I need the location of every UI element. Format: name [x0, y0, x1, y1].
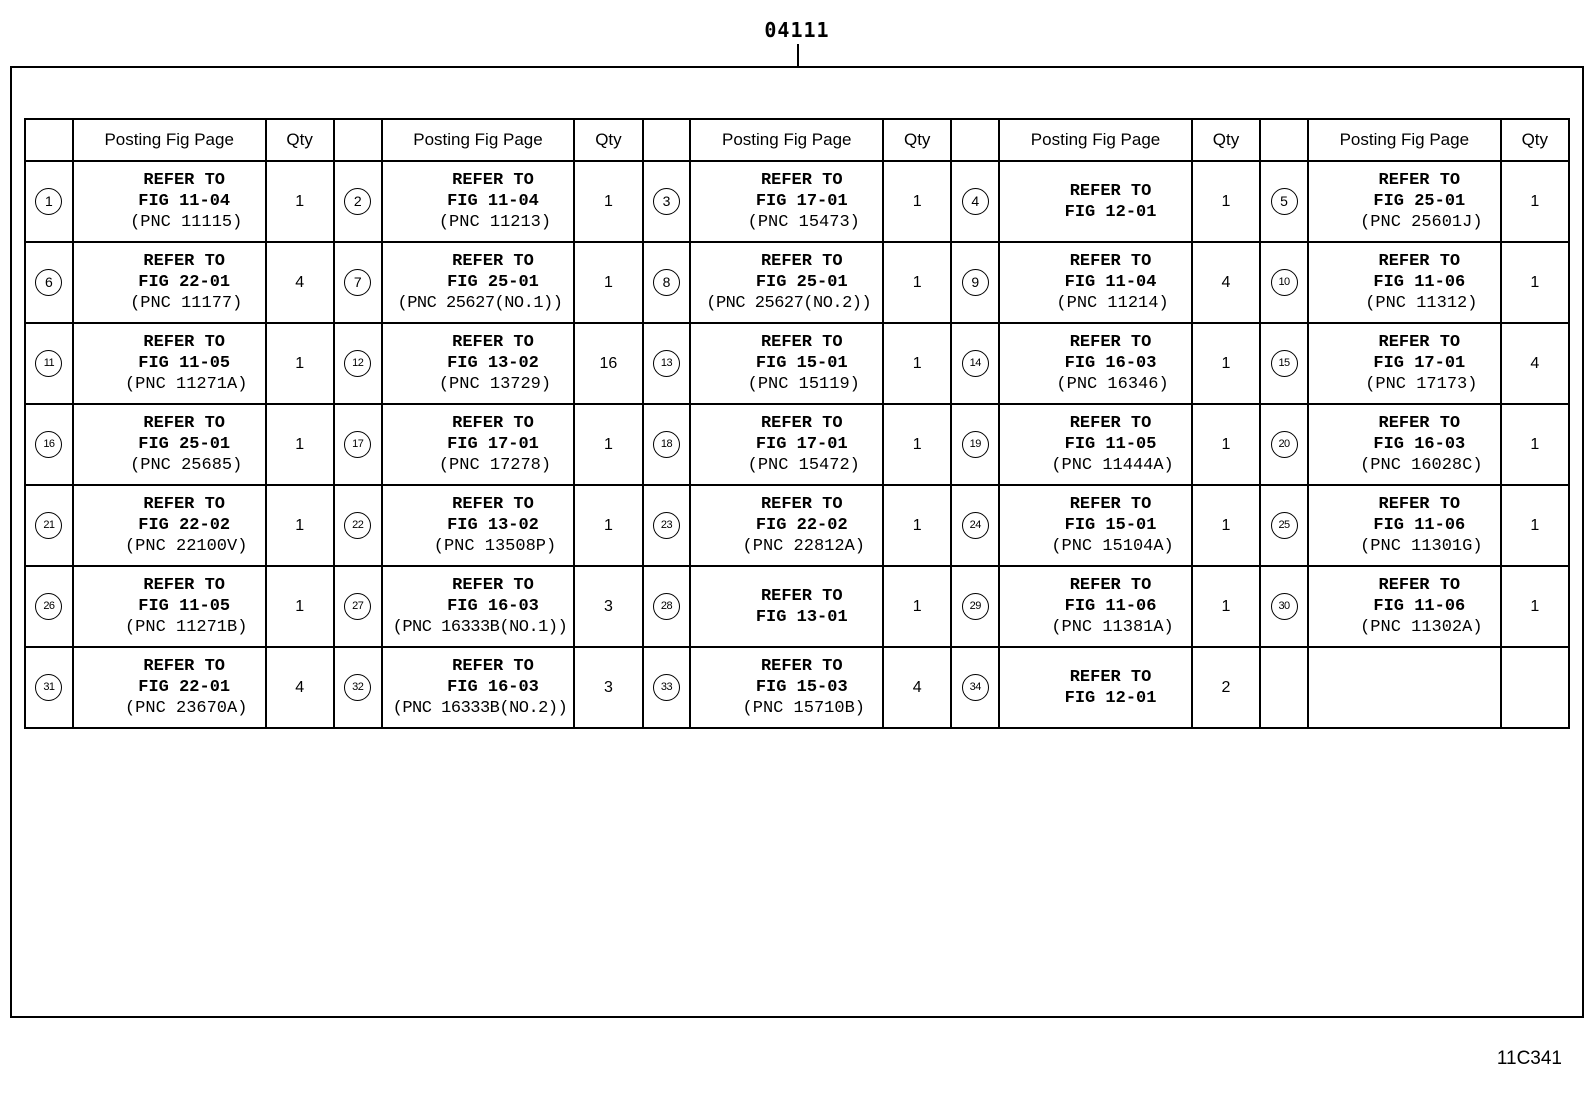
reference-cell	[690, 404, 883, 485]
circled-index-number: 28	[653, 593, 680, 620]
index-cell	[334, 566, 382, 647]
reference-cell	[999, 161, 1192, 242]
header-num-cell	[25, 119, 73, 161]
circled-index-number: 26	[35, 593, 62, 620]
header-row	[25, 119, 1569, 161]
index-cell	[334, 404, 382, 485]
qty-cell: 1	[1192, 566, 1260, 647]
refer-to-text: REFER TO	[452, 252, 534, 271]
qty-cell: 4	[883, 647, 951, 728]
reference-cell	[1308, 485, 1501, 566]
index-cell	[951, 323, 999, 404]
parts-table	[24, 118, 1570, 729]
index-cell	[951, 566, 999, 647]
qty-cell: 16	[574, 323, 642, 404]
qty-cell: 1	[883, 323, 951, 404]
circled-index-number: 13	[653, 350, 680, 377]
circled-index-number: 17	[344, 431, 371, 458]
fig-page-text: FIG 11-05	[138, 354, 231, 373]
pnc-text: (PNC 22100V)	[124, 537, 248, 556]
reference-cell	[382, 566, 575, 647]
circled-index-number: 3	[653, 188, 680, 215]
circled-index-number: 12	[344, 350, 371, 377]
pnc-text: (PNC 25685)	[130, 456, 243, 475]
reference-cell	[690, 161, 883, 242]
pnc-text: (PNC 15119)	[747, 375, 860, 394]
qty-cell: 1	[1501, 404, 1569, 485]
pnc-text: (PNC 11177)	[130, 294, 243, 313]
reference-cell	[690, 647, 883, 728]
fig-page-text: FIG 12-01	[1064, 202, 1157, 222]
refer-to-text: REFER TO	[143, 495, 225, 514]
circled-index-number: 18	[653, 431, 680, 458]
refer-to-text: REFER TO	[452, 495, 534, 514]
circled-index-number: 19	[962, 431, 989, 458]
qty-cell: 1	[574, 161, 642, 242]
index-cell	[1260, 404, 1308, 485]
qty-cell: 4	[266, 242, 334, 323]
fig-page-text: FIG 13-02	[447, 354, 539, 373]
header-fig-page: Posting Fig Page	[73, 119, 266, 161]
circled-index-number: 7	[344, 269, 371, 296]
refer-to-text: REFER TO	[760, 657, 843, 676]
fig-page-text: FIG 17-01	[755, 435, 848, 454]
pnc-text: (PNC 11213)	[438, 213, 552, 232]
fig-page-text: FIG 22-01	[138, 678, 231, 697]
reference-cell	[690, 242, 883, 323]
refer-to-text: REFER TO	[1378, 414, 1461, 433]
fig-page-text: FIG 17-01	[755, 192, 848, 211]
index-cell	[643, 404, 691, 485]
circled-index-number: 32	[344, 674, 371, 701]
qty-cell: 4	[1501, 323, 1569, 404]
fig-page-text: FIG 15-01	[755, 354, 848, 373]
circled-index-number: 29	[962, 593, 989, 620]
index-cell	[1260, 323, 1308, 404]
circled-index-number: 1	[35, 188, 62, 215]
qty-cell: 1	[266, 323, 334, 404]
refer-to-text: REFER TO	[1378, 576, 1461, 595]
qty-cell: 4	[1192, 242, 1260, 323]
reference-cell	[382, 647, 575, 728]
header-fig-page: Posting Fig Page	[999, 119, 1192, 161]
pnc-text: (PNC 25627(NO.1))	[397, 294, 563, 313]
circled-index-number: 24	[962, 512, 989, 539]
qty-cell: 3	[574, 647, 642, 728]
reference-cell	[999, 404, 1192, 485]
refer-to-text: REFER TO	[760, 495, 843, 514]
circled-index-number: 21	[35, 512, 62, 539]
reference-cell	[73, 566, 266, 647]
reference-cell	[73, 323, 266, 404]
index-cell	[25, 566, 73, 647]
circled-index-number: 22	[344, 512, 371, 539]
reference-cell	[73, 161, 266, 242]
refer-to-text: REFER TO	[143, 576, 225, 595]
qty-cell: 1	[574, 404, 642, 485]
pnc-text: (PNC 13729)	[438, 375, 552, 394]
refer-to-text: REFER TO	[760, 333, 843, 352]
fig-page-text: FIG 16-03	[447, 678, 539, 697]
index-cell	[334, 242, 382, 323]
fig-page-text: FIG 25-01	[1373, 192, 1466, 211]
refer-to-text: REFER TO	[452, 333, 534, 352]
reference-cell	[382, 242, 575, 323]
pnc-text: (PNC 11301G)	[1360, 537, 1483, 556]
fig-page-text: FIG 25-01	[755, 273, 848, 292]
reference-cell	[1308, 323, 1501, 404]
header-fig-page: Posting Fig Page	[690, 119, 883, 161]
fig-page-text: FIG 22-02	[755, 516, 848, 535]
fig-page-text: FIG 11-06	[1373, 516, 1466, 535]
leader-line	[797, 44, 799, 66]
reference-cell	[382, 323, 575, 404]
index-cell	[25, 647, 73, 728]
circled-index-number: 14	[962, 350, 989, 377]
pnc-text: (PNC 16333B(NO.2))	[392, 699, 568, 718]
qty-cell	[1501, 647, 1569, 728]
pnc-text: (PNC 15104A)	[1051, 537, 1174, 556]
refer-to-text: REFER TO	[452, 171, 534, 190]
fig-page-text: FIG 15-03	[755, 678, 848, 697]
reference-cell	[73, 404, 266, 485]
table-row	[25, 323, 1569, 404]
index-cell	[25, 242, 73, 323]
reference-cell	[382, 485, 575, 566]
fig-page-text: FIG 11-04	[447, 192, 539, 211]
reference-cell	[690, 323, 883, 404]
refer-to-text: REFER TO	[452, 657, 534, 676]
index-cell	[334, 485, 382, 566]
table-row	[25, 566, 1569, 647]
pnc-text: (PNC 13508P)	[433, 537, 557, 556]
refer-to-text: REFER TO	[1069, 576, 1152, 595]
circled-index-number: 30	[1271, 593, 1298, 620]
circled-index-number: 9	[962, 269, 989, 296]
fig-page-text: FIG 22-02	[138, 516, 231, 535]
circled-index-number: 2	[344, 188, 371, 215]
reference-cell	[382, 161, 575, 242]
qty-cell: 1	[1192, 323, 1260, 404]
index-cell	[951, 242, 999, 323]
fig-page-text: FIG 11-06	[1373, 273, 1466, 292]
pnc-text: (PNC 17173)	[1365, 375, 1478, 394]
fig-page-text: FIG 11-04	[1064, 273, 1157, 292]
qty-cell: 1	[574, 242, 642, 323]
table-row	[25, 485, 1569, 566]
header-fig-page: Posting Fig Page	[382, 119, 575, 161]
circled-index-number: 31	[35, 674, 62, 701]
index-cell	[643, 485, 691, 566]
index-cell	[25, 161, 73, 242]
index-cell	[643, 323, 691, 404]
header-qty: Qty	[574, 119, 642, 161]
index-cell	[951, 404, 999, 485]
index-cell	[334, 323, 382, 404]
part-number: 04111	[764, 18, 830, 42]
header-qty: Qty	[1501, 119, 1569, 161]
fig-page-text: FIG 13-02	[447, 516, 539, 535]
qty-cell: 1	[266, 161, 334, 242]
circled-index-number: 27	[344, 593, 371, 620]
pnc-text: (PNC 15472)	[747, 456, 860, 475]
pnc-text: (PNC 17278)	[438, 456, 552, 475]
index-cell	[1260, 647, 1308, 728]
index-cell	[334, 647, 382, 728]
figure-id: 11C341	[1496, 1048, 1562, 1069]
fig-page-text: FIG 11-05	[138, 597, 231, 616]
pnc-text: (PNC 15473)	[747, 213, 860, 232]
circled-index-number: 16	[35, 431, 62, 458]
fig-page-text: FIG 25-01	[447, 273, 539, 292]
refer-to-text: REFER TO	[1378, 333, 1461, 352]
fig-page-text: FIG 11-06	[1373, 597, 1466, 616]
refer-to-text: REFER TO	[1069, 252, 1152, 271]
table-body	[25, 161, 1569, 728]
refer-to-text: REFER TO	[143, 333, 225, 352]
pnc-text: (PNC 11444A)	[1051, 456, 1174, 475]
header-qty: Qty	[1192, 119, 1260, 161]
index-cell	[25, 404, 73, 485]
pnc-text: (PNC 11214)	[1056, 294, 1169, 313]
index-cell	[1260, 242, 1308, 323]
pnc-text: (PNC 11312)	[1365, 294, 1478, 313]
qty-cell: 1	[1192, 485, 1260, 566]
refer-to-text: REFER TO	[1378, 495, 1461, 514]
qty-cell: 1	[266, 404, 334, 485]
pnc-text: (PNC 11115)	[130, 213, 243, 232]
refer-to-text: REFER TO	[760, 586, 843, 606]
table-row	[25, 647, 1569, 728]
refer-to-text: REFER TO	[760, 252, 843, 271]
header-qty: Qty	[883, 119, 951, 161]
qty-cell: 1	[1192, 404, 1260, 485]
fig-page-text: FIG 15-01	[1064, 516, 1157, 535]
pnc-text: (PNC 25627(NO.2))	[706, 294, 872, 313]
reference-cell	[690, 485, 883, 566]
qty-cell: 1	[1501, 242, 1569, 323]
pnc-text: (PNC 11271A)	[124, 375, 248, 394]
qty-cell: 1	[883, 161, 951, 242]
refer-to-text: REFER TO	[1069, 181, 1152, 201]
circled-index-number: 6	[35, 269, 62, 296]
qty-cell: 1	[1192, 161, 1260, 242]
qty-cell: 1	[266, 485, 334, 566]
reference-cell	[73, 647, 266, 728]
fig-page-text: FIG 17-01	[1373, 354, 1466, 373]
qty-cell: 3	[574, 566, 642, 647]
fig-page-text: FIG 11-04	[138, 192, 231, 211]
refer-to-text: REFER TO	[1378, 252, 1461, 271]
qty-cell: 1	[883, 485, 951, 566]
circled-index-number: 11	[35, 350, 62, 377]
refer-to-text: REFER TO	[143, 171, 225, 190]
pnc-text: (PNC 22812A)	[742, 537, 865, 556]
index-cell	[1260, 485, 1308, 566]
header-num-cell	[951, 119, 999, 161]
pnc-text: (PNC 11381A)	[1051, 618, 1174, 637]
pnc-text: (PNC 23670A)	[124, 699, 248, 718]
index-cell	[643, 647, 691, 728]
circled-index-number: 20	[1271, 431, 1298, 458]
fig-page-text: FIG 13-01	[755, 607, 848, 627]
index-cell	[643, 161, 691, 242]
fig-page-text: FIG 25-01	[138, 435, 231, 454]
qty-cell: 1	[1501, 485, 1569, 566]
circled-index-number: 25	[1271, 512, 1298, 539]
fig-page-text: FIG 22-01	[138, 273, 231, 292]
refer-to-text: REFER TO	[143, 414, 225, 433]
pnc-text: (PNC 11271B)	[124, 618, 248, 637]
qty-cell: 1	[574, 485, 642, 566]
fig-page-text: FIG 12-01	[1064, 688, 1157, 708]
refer-to-text: REFER TO	[143, 252, 225, 271]
fig-page-text: FIG 17-01	[447, 435, 539, 454]
circled-index-number: 4	[962, 188, 989, 215]
qty-cell: 1	[883, 242, 951, 323]
refer-to-text: REFER TO	[760, 414, 843, 433]
index-cell	[951, 161, 999, 242]
qty-cell: 1	[1501, 566, 1569, 647]
reference-cell	[1308, 647, 1501, 728]
reference-cell	[1308, 161, 1501, 242]
reference-cell	[999, 647, 1192, 728]
reference-cell	[999, 242, 1192, 323]
reference-cell	[999, 566, 1192, 647]
reference-cell	[999, 323, 1192, 404]
index-cell	[951, 485, 999, 566]
index-cell	[951, 647, 999, 728]
header-num-cell	[1260, 119, 1308, 161]
fig-page-text: FIG 11-06	[1064, 597, 1157, 616]
index-cell	[643, 566, 691, 647]
fig-page-text: FIG 16-03	[1064, 354, 1157, 373]
qty-cell: 2	[1192, 647, 1260, 728]
reference-cell	[1308, 242, 1501, 323]
reference-cell	[1308, 566, 1501, 647]
header-qty: Qty	[266, 119, 334, 161]
circled-index-number: 8	[653, 269, 680, 296]
circled-index-number: 33	[653, 674, 680, 701]
pnc-text: (PNC 16028C)	[1360, 456, 1483, 475]
index-cell	[1260, 566, 1308, 647]
pnc-text: (PNC 16346)	[1056, 375, 1169, 394]
qty-cell: 1	[883, 566, 951, 647]
refer-to-text: REFER TO	[1069, 414, 1152, 433]
reference-cell	[999, 485, 1192, 566]
refer-to-text: REFER TO	[1069, 667, 1152, 687]
header-num-cell	[334, 119, 382, 161]
circled-index-number: 15	[1271, 350, 1298, 377]
refer-to-text: REFER TO	[760, 171, 843, 190]
fig-page-text: FIG 11-05	[1064, 435, 1157, 454]
reference-cell	[73, 242, 266, 323]
reference-cell	[1308, 404, 1501, 485]
refer-to-text: REFER TO	[143, 657, 225, 676]
index-cell	[1260, 161, 1308, 242]
reference-cell	[73, 485, 266, 566]
header-fig-page: Posting Fig Page	[1308, 119, 1501, 161]
circled-index-number: 23	[653, 512, 680, 539]
pnc-text: (PNC 15710B)	[742, 699, 865, 718]
qty-cell: 1	[266, 566, 334, 647]
circled-index-number: 10	[1271, 269, 1298, 296]
circled-index-number: 34	[962, 674, 989, 701]
refer-to-text: REFER TO	[452, 414, 534, 433]
pnc-text: (PNC 11302A)	[1360, 618, 1483, 637]
refer-to-text: REFER TO	[1378, 171, 1461, 190]
refer-to-text: REFER TO	[1069, 333, 1152, 352]
table-row	[25, 161, 1569, 242]
reference-cell	[690, 566, 883, 647]
table-row	[25, 242, 1569, 323]
index-cell	[25, 485, 73, 566]
fig-page-text: FIG 16-03	[447, 597, 539, 616]
refer-to-text: REFER TO	[452, 576, 534, 595]
table-row	[25, 404, 1569, 485]
qty-cell: 1	[1501, 161, 1569, 242]
index-cell	[643, 242, 691, 323]
circled-index-number: 5	[1271, 188, 1298, 215]
pnc-text: (PNC 25601J)	[1360, 213, 1483, 232]
fig-page-text: FIG 16-03	[1373, 435, 1466, 454]
reference-cell	[382, 404, 575, 485]
refer-to-text: REFER TO	[1069, 495, 1152, 514]
qty-cell: 1	[883, 404, 951, 485]
header-num-cell	[643, 119, 691, 161]
index-cell	[334, 161, 382, 242]
pnc-text: (PNC 16333B(NO.1))	[392, 618, 568, 637]
index-cell	[25, 323, 73, 404]
qty-cell: 4	[266, 647, 334, 728]
